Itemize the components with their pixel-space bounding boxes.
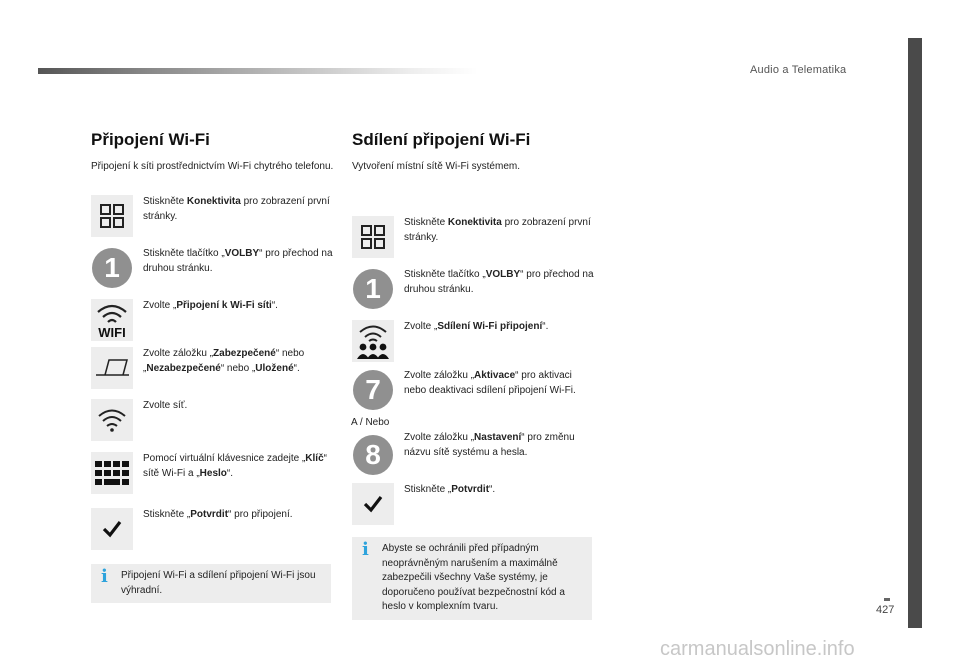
section-intro: Připojení k síti prostřednictvím Wi-Fi chytrého telefonu.	[91, 161, 334, 172]
section-title: Připojení Wi-Fi	[91, 130, 210, 149]
grid-icon	[91, 195, 133, 237]
tab-icon	[91, 347, 133, 389]
wifi-icon	[91, 399, 133, 441]
keyboard-icon	[91, 452, 133, 494]
page-marker	[884, 598, 890, 601]
info-note: i Připojení Wi-Fi a sdílení připojení Wi-Fi jsou výhradní.	[91, 564, 331, 603]
step-text: Stiskněte tlačítko „VOLBY“ pro přechod na druhou stránku.	[404, 269, 594, 295]
section-title: Sdílení připojení Wi-Fi	[352, 130, 531, 149]
header-gradient-bar	[38, 68, 478, 74]
step-text: Zvolte „Sdílení Wi-Fi připojení“.	[404, 321, 549, 332]
step-text: Pomocí virtuální klávesnice zadejte „Klíč“ sítě Wi-Fi a „Heslo“.	[143, 453, 327, 479]
wifi-share-icon	[352, 320, 394, 362]
step-text: Zvolte záložku „Aktivace“ pro aktivaci nebo deaktivaci sdílení připojení Wi-Fi.	[404, 370, 576, 396]
info-note: i Abyste se ochránili před případným neoprávněným narušením a maximálně zabezpečili všechny Vaše systémy, je doporučeno používat bezpečnostní kód a heslo v komplexním tvaru.	[352, 537, 592, 620]
step-text: Stiskněte tlačítko „VOLBY“ pro přechod na druhou stránku.	[143, 248, 333, 274]
chapter-title: Audio a Telematika	[750, 64, 847, 76]
step-text: Zvolte „Připojení k Wi-Fi síti“.	[143, 300, 278, 311]
step-text: Stiskněte Konektivita pro zobrazení první stránky.	[404, 217, 591, 243]
info-icon: i	[101, 566, 108, 587]
checkmark-icon	[352, 483, 394, 525]
step-text: Stiskněte „Potvrdit“ pro připojení.	[143, 509, 293, 520]
svg-text:WIFI: WIFI	[98, 325, 126, 339]
step-text: Zvolte síť.	[143, 400, 188, 411]
checkmark-icon	[91, 508, 133, 550]
number-badge: 1	[353, 269, 393, 309]
number-badge: 7	[353, 370, 393, 410]
wifi-text-icon	[91, 299, 133, 341]
watermark: carmanualsonline.info	[660, 638, 855, 660]
wifi-sharing-section	[351, 130, 597, 612]
wifi-connection-section	[91, 130, 336, 596]
grid-icon	[352, 216, 394, 258]
info-icon: i	[362, 539, 369, 560]
number-badge: 1	[92, 248, 132, 288]
side-tab-bar	[908, 38, 922, 628]
step-text: Zvolte záložku „Nastavení“ pro změnu názvu sítě systému a hesla.	[404, 432, 575, 458]
page-number: 427	[876, 604, 895, 616]
step-text: Stiskněte „Potvrdit“.	[404, 484, 496, 495]
section-intro: Vytvoření místní sítě Wi-Fi systémem.	[352, 161, 520, 172]
step-text: Zvolte záložku „Zabezpečené“ nebo „Nezabezpečené“ nebo „Uložené“.	[143, 348, 305, 374]
step-text: Stiskněte Konektivita pro zobrazení první stránky.	[143, 196, 330, 222]
or-label: A / Nebo	[351, 417, 390, 428]
number-badge: 8	[353, 435, 393, 475]
